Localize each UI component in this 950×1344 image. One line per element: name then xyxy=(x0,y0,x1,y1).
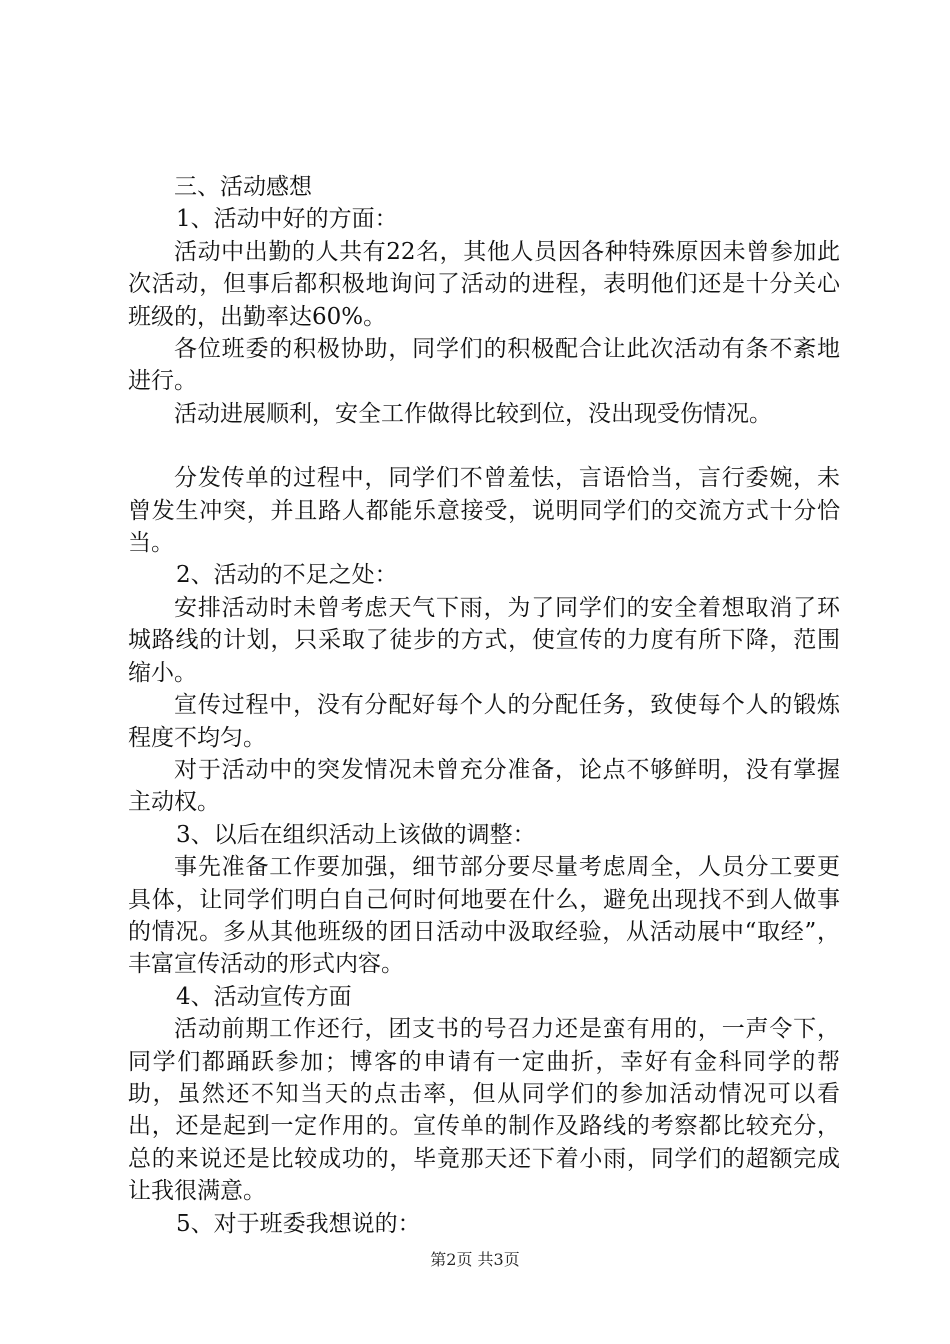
page-footer xyxy=(0,1247,950,1270)
paragraph: 事先准备工作要加强，细节部分要尽量考虑周全，人员分工要更具体，让同学们明白自己何时何地要在什么，避免出现找不到人做事的情况。多从其他班级的团日活动中汲取经验，从活动展中“取经”，丰富宣传活动的形式内容。 xyxy=(128,854,840,978)
subsection-heading: 2、活动的不足之处： xyxy=(176,562,398,589)
paragraph: 活动中出勤的人共有22名，其他人员因各种特殊原因未曾参加此次活动，但事后都积极地询问了活动的进程，表明他们还是十分关心班级的，出勤率达60%。 xyxy=(128,238,840,330)
document-body xyxy=(128,171,840,1240)
paragraph: 宣传过程中，没有分配好每个人的分配任务，致使每个人的锻炼程度不均匀。 xyxy=(128,692,840,751)
subsection-heading: 1、活动中好的方面： xyxy=(176,206,398,233)
paragraph: 活动进展顺利，安全工作做得比较到位，没出现受伤情况。 xyxy=(174,400,772,427)
subsection-heading: 5、对于班委我想说的： xyxy=(176,1210,421,1237)
subsection-heading: 3、以后在组织活动上该做的调整： xyxy=(176,821,536,848)
paragraph: 对于活动中的突发情况未曾充分准备，论点不够鲜明，没有掌握主动权。 xyxy=(128,756,840,816)
page-number-label: 第2页 共3页 xyxy=(430,1250,520,1269)
paragraph: 分发传单的过程中，同学们不曾羞怯，言语恰当，言行委婉，未曾发生冲突，并且路人都能乐意接受，说明同学们的交流方式十分恰当。 xyxy=(128,465,840,557)
paragraph: 活动前期工作还行，团支书的号召力还是蛮有用的，一声令下，同学们都踊跃参加；博客的申请有一定曲折，幸好有金科同学的帮助，虽然还不知当天的点击率，但从同学们的参加活动情况可以看出，还是起到一定作用的。宣传单的制作及路线的考察都比较充分，总的来说还是比较成功的，毕竟那天还下着小雨，同学们的超额完成让我很满意。 xyxy=(128,1016,840,1205)
section-heading: 三、活动感想 xyxy=(174,174,312,200)
paragraph: 安排活动时未曾考虑天气下雨，为了同学们的安全着想取消了环城路线的计划，只采取了徒步的方式，使宣传的力度有所下降，范围缩小。 xyxy=(128,594,840,686)
subsection-heading: 4、活动宣传方面 xyxy=(176,983,352,1010)
paragraph: 各位班委的积极协助，同学们的积极配合让此次活动有条不紊地进行。 xyxy=(128,336,840,395)
